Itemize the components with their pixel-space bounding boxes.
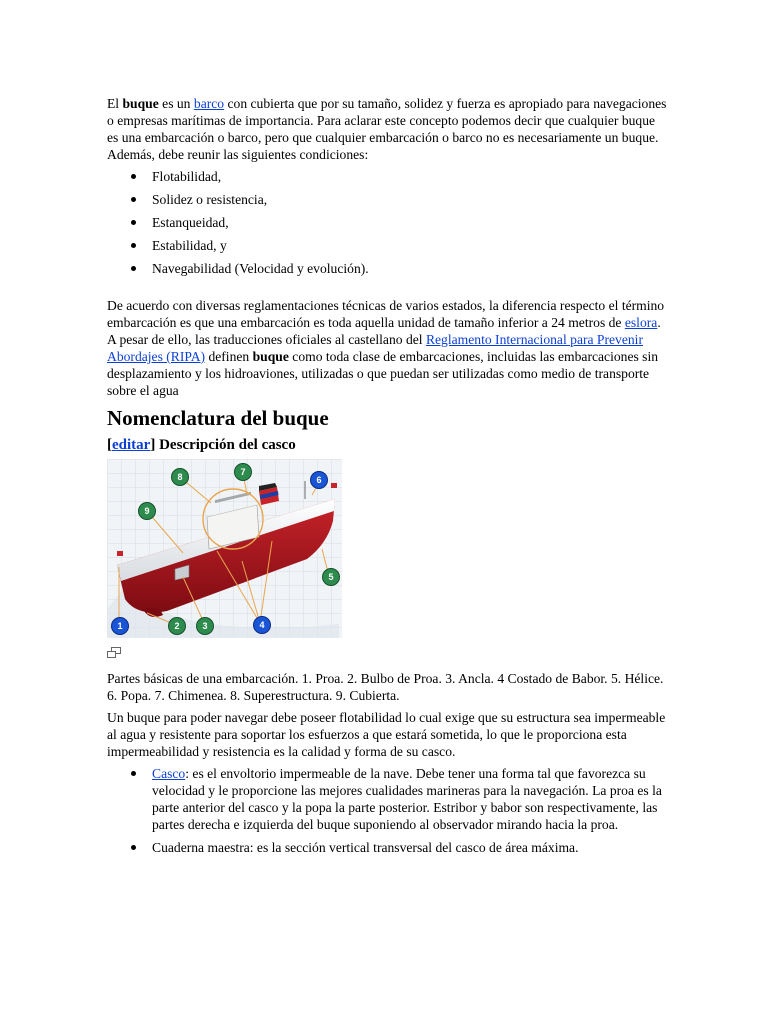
label-badge: 3	[196, 617, 214, 635]
label-badge: 2	[168, 617, 186, 635]
flotation-paragraph: Un buque para poder navegar debe poseer flotabilidad lo cual exige que su estructura sea impermeable al agua y resistente para soportar los esfuerzos a que estará sometida, lo que le proporciona esta impermeabilidad y resistencia es la calidad y forma de su casco.	[107, 710, 666, 759]
definition-paragraph	[107, 297, 667, 399]
para2-text-3: definen	[205, 349, 253, 364]
eslora-link[interactable]: eslora	[624, 315, 658, 330]
label-badge: 9	[138, 502, 156, 520]
label-badge: 7	[234, 463, 252, 481]
para2-bold-buque: buque	[252, 349, 289, 364]
label-badge: 5	[322, 568, 340, 586]
figure-caption: Partes básicas de una embarcación. 1. Proa. 2. Bulbo de Proa. 3. Ancla. 4 Costado de Babor. 5. Hélice. 6. Popa. 7. Chimenea. 8. Superestructura. 9. Cubierta.	[107, 671, 664, 703]
magnify-icon[interactable]	[107, 646, 667, 660]
para2-text-2: . A pesar de ello, las traducciones oficiales al castellano del	[107, 315, 661, 347]
list-item: Cuaderna maestra: es la sección vertical transversal del casco de área máxima.	[107, 839, 667, 856]
ripa-link[interactable]: Reglamento Internacional para Prevenir Abordajes (RIPA)	[107, 332, 643, 364]
intro-paragraph	[107, 95, 667, 163]
section-heading: Nomenclatura del buque	[107, 406, 329, 430]
intro-text-2: es un	[158, 96, 194, 111]
subsection-heading	[107, 435, 667, 455]
label-badge: 6	[310, 471, 328, 489]
edit-bracket-open: [	[107, 437, 112, 453]
list-item: Estanqueidad,	[107, 214, 667, 231]
para2-text-1: De acuerdo con diversas reglamentaciones técnicas de varios estados, la diferencia respecto el término embarcación es que una embarcación es toda aquella unidad de tamaño inferior a 24 metros de	[107, 298, 665, 330]
label-badge: 8	[171, 468, 189, 486]
para2-text-4: como toda clase de embarcaciones, incluidas las embarcaciones sin desplazamiento y los hidroaviones, utilizadas o que puedan ser utilizadas como medio de transporte sobre el agua	[107, 349, 659, 398]
casco-link[interactable]: Casco	[152, 766, 186, 781]
hull-list	[107, 765, 667, 856]
intro-bold-buque: buque	[122, 96, 159, 111]
barco-link[interactable]: barco	[193, 96, 225, 111]
ship-illustration	[107, 459, 342, 638]
list-item: Estabilidad, y	[107, 237, 667, 254]
label-badge: 1	[111, 617, 129, 635]
ship-diagram	[107, 459, 342, 638]
intro-text-1: El	[107, 96, 123, 111]
list-item: Solidez o resistencia,	[107, 191, 667, 208]
intro-text-3: con cubierta que por su tamaño, solidez y fuerza es apropiado para navegaciones o empresas marítimas de importancia. Para aclarar este concepto podemos decir que cualquier buque es una embarcación o barco, pero que cualquier embarcación o barco no es necesariamente un buque. Además, debe reunir las siguientes condiciones:	[107, 96, 667, 162]
edit-bracket-close: ]	[150, 437, 160, 453]
list-item: Navegabilidad (Velocidad y evolución).	[107, 260, 667, 277]
conditions-list	[107, 168, 667, 277]
list-item	[107, 765, 667, 833]
list-item: Flotabilidad,	[107, 168, 667, 185]
edit-link[interactable]: editar	[112, 437, 151, 453]
label-badge: 4	[253, 616, 271, 634]
article	[107, 95, 667, 862]
subsection-title: Descripción del casco	[159, 437, 296, 453]
casco-text: : es el envoltorio impermeable de la nave. Debe tener una forma tal que favorezca su velocidad y le proporcione las mejores cualidades marineras para la navegación. La proa es la parte anterior del casco y la popa la parte posterior. Estribor y babor son respectivamente, las partes derecha e izquierda del buque suponiendo al observador mirando hacia la proa.	[152, 766, 662, 832]
